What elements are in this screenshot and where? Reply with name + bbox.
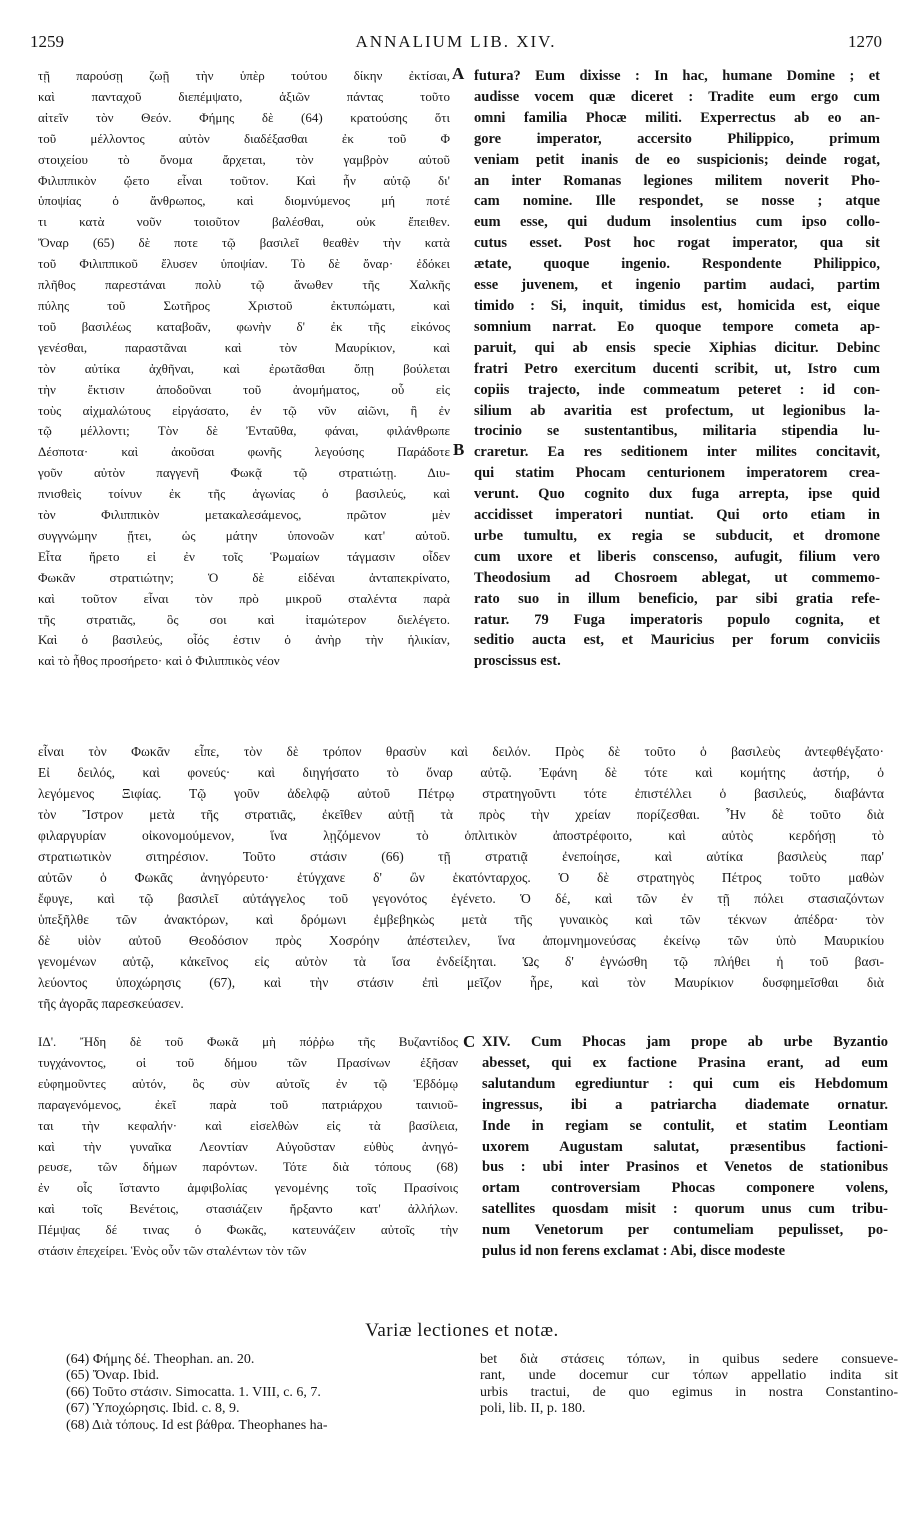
text-line: στάσιν ἐπεχείρει. Ἑνὸς οὖν τῶν σταλέντων τὸν τῶν (38, 1243, 307, 1259)
text-line: ἔφυγε, καὶ τῷ βασιλεῖ αὐτάγγελος τοῦ γεγονότος ἐγένετο. Ὁ δέ, καὶ τῶν ἐν τῇ πόλει στασιαζόντων (38, 891, 884, 906)
text-line: Φωκᾶν στρατιώτην; Ὁ δὲ εἰδέναι ἀνταπεκρίνατο, (38, 569, 450, 585)
text-line: αὐτῶν ὁ Φωκᾶς ἀνηγόρευτο· ἐτύγχανε δ' ὢν ἑκατόνταρχος. Ὁ δὲ στρατηγὸς Πέτρος τοῦτο μαθὼν (38, 870, 884, 885)
text-line: silium ab avaritia est profectum, ut legionibus la- (474, 402, 880, 419)
text-line: τοῦ Φιλιππικοῦ ἔλυσεν ὑποψίαν. Τὸ δὲ ὄναρ· ἐδόκει (38, 256, 450, 272)
margin-marker-a: A (452, 64, 465, 83)
text-line: ρευσε, τῶν δήμων παρόντων. Τότε διὰ τόπους (68) (38, 1159, 458, 1175)
text-line: αἰτεῖν τὸν Θεόν. Φήμης δὲ (64) κρατούσης ὅτι (38, 109, 450, 125)
text-line: καὶ τὴν γυναῖκα Λεοντίαν Αὐγοῦσταν εὐθὺς ἀνηγό- (38, 1138, 458, 1154)
text-line: καὶ τοῖς Βενέτοις, στασιάζειν ἤρξαντο κατ' ἀλλήλων. (38, 1201, 458, 1217)
text-line: τὸν αὐτίκα ἀχθῆναι, καὶ ἐρωτᾶσθαι ὅπῃ βούλεται (38, 360, 450, 376)
text-line: Εἶτα ἤρετο εἰ ἐν τοῖς Ῥωμαίων τάγμασιν οἶδεν (38, 548, 450, 564)
latin-column-top (474, 66, 880, 678)
text-line: proscissus est. (474, 653, 561, 670)
text-line: cum uxore et liberis conscenso, aufugit, filium vero (474, 548, 880, 565)
latin-column-bottom (482, 1032, 888, 1272)
text-line: qui statim Phocam centurionem imperatorem crea- (474, 465, 880, 482)
text-line: γενέσθαι, παραστᾶναι καὶ τὸν Μαυρίκιον, καὶ (38, 339, 450, 355)
text-line: Inde in regiam se contulit, et statim Leontiam (482, 1117, 888, 1134)
text-line: rato suo in illum beneficio, par sibi gratia refe- (474, 590, 880, 607)
text-line: ortam controversiam Phocas componere volens, (482, 1180, 888, 1197)
text-line: τοῦ μέλλοντος αὐτὸν διαδέξασθαι ἐκ τοῦ Φ (38, 130, 450, 146)
text-line: craretur. Ea res seditionem inter milites concitavit, (474, 444, 880, 461)
text-line: Δέσποτα· καὶ ἀκοῦσαι φωνῆς λεγούσης Παράδοτε (38, 444, 450, 460)
text-line: rant, unde docemur cur τόπων appellatio indita sit (480, 1368, 898, 1384)
text-line: gore imperator, accersito Philippico, primum (474, 130, 880, 147)
text-line: Πέμψας δέ τινας ὁ Φωκᾶς, κατευνάζειν αὐτοῖς τὴν (38, 1222, 458, 1238)
text-line: τῆς ἀγορᾶς παρεσκεύασεν. (38, 996, 184, 1011)
text-line: copiis trajecto, inde commeatum peteret : id con- (474, 381, 880, 398)
text-line: cam nomine. Ille respondet, se nosse ; atque (474, 193, 880, 210)
text-line: καὶ τὸ ἦθος προσήρετο· καὶ ὁ Φιλιππικὸς νέον (38, 653, 280, 669)
text-line: τῇ παρούσῃ ζωῇ τὴν ὑπὲρ τούτου δίκην ἐκτίσαι, (38, 68, 450, 83)
text-line: an inter Romanas legiones militem noverit Pho- (474, 172, 880, 189)
text-line: στοιχείου τὸ ὄνομα ἄρχεται, τὸν γαμβρὸν αὐτοῦ (38, 151, 450, 167)
text-line: Καὶ ὁ βασιλεύς, οἷός ἐστιν ὁ ἀνὴρ τὴν ἡλικίαν, (38, 632, 450, 648)
text-line: πύλης τοῦ Σωτῆρος Χριστοῦ ἐκτυπώματι, καὶ (38, 297, 450, 313)
text-line: ὑποψίας ὁ ἄνθρωπος, καὶ διομνύμενος μή ποτέ (38, 193, 450, 209)
text-line: seditio aucta est, et Mauricius per forum conviciis (474, 632, 880, 649)
text-line: audisse vocem quæ diceret : Tradite eum ergo cum (474, 88, 880, 105)
text-line: bus : ubi inter Prasinos et Venetos de stationibus (482, 1159, 888, 1176)
text-line: γοῦν αὐτὸν παγγενῆ Φωκᾷ τῷ στρατιώτῃ. Διυ- (38, 465, 450, 481)
footnotes-left (66, 1352, 458, 1434)
text-line: accidisset imperatori nuntiat. Qui orto etiam in (474, 507, 880, 524)
footnotes-right (480, 1352, 898, 1418)
greek-column-bottom (38, 1032, 458, 1272)
text-line: ΙΔ'. Ἤδη δὲ τοῦ Φωκᾶ μὴ πόῤῥω τῆς Βυζαντίδος (38, 1034, 458, 1049)
text-line: omni familia Phocæ militi. Experrectus ab eo an- (474, 109, 880, 126)
text-line: καὶ πανταχοῦ διεπέμψατο, ἀξιῶν πάντας τοῦτο (38, 88, 450, 104)
text-line: bet διὰ στάσεις τόπων, in quibus sedere consueve- (480, 1352, 898, 1367)
text-line: τυγχάνοντος, οἱ τοῦ δήμου τῶν Πρασίνων ἐξῆσαν (38, 1054, 458, 1070)
text-line: πνισθεὶς τοίνυν ἐκ τῆς ἀγωνίας ὁ βασιλεύς, καὶ (38, 486, 450, 502)
text-line: εἶναι τὸν Φωκᾶν εἶπε, τὸν δὲ τρόπον θρασὺν καὶ δειλόν. Πρὸς δὲ τοῦτο ὁ βασιλεὺς ἀντεφθέγξατο· (38, 744, 884, 759)
text-line: (68) Διὰ τόπους. Id est βάθρα. Theophanes ha- (66, 1417, 328, 1433)
text-line: urbis tractui, de quo egimus in nostra Constantino- (480, 1384, 898, 1400)
text-line: fratri Petro exercitum ducenti scribit, ut, Istro cum (474, 360, 880, 377)
text-line: Ὄναρ (65) δὲ ποτε τῷ βασιλεῖ θεαθὲν τὴν κατὰ (38, 235, 450, 251)
text-line: παραγενόμενος, ἐκεῖ παρὰ τοῦ πατριάρχου ταινιοῦ- (38, 1096, 458, 1112)
text-line: τὸν Ἴστρον μετὰ τῆς στρατιᾶς, ἐκεῖθεν αὐτῇ τὰ πρὸς τὴν χρείαν πορίζεσθαι. Ἦν δὲ τοῦτο διὰ (38, 807, 884, 822)
text-line: ται τὴν κεφαλήν· καὶ εἰσελθὼν εἰς τὰ βασίλεια, (38, 1117, 458, 1133)
text-line: στρατιωτικὸν σιτηρέσιον. Τοῦτο στάσιν (66) τῇ στρατιᾷ ἐνεποίησε, καὶ αὐτίκα βασιλεὺς παρ' (38, 849, 884, 864)
greek-column-top (38, 66, 450, 678)
text-line: ratur. 79 Fuga imperatoris populo cognita, et (474, 611, 880, 628)
text-line: cutus esset. Post hoc rogat imperator, qua sit (474, 235, 880, 252)
text-line: verunt. Quo cognito dux fuga arrepta, ipse quid (474, 486, 880, 503)
text-line: ὑπεξῆλθε τῶν ἀνακτόρων, καὶ δρόμωνι ἐμβεβηκὼς μετὰ τῆς γυναικὸς καὶ τῶν τέκνων ἀπέδρα· τὸν (38, 912, 884, 927)
text-line: ingressus, ibi a patriarcha diademate ornatur. (482, 1096, 888, 1113)
text-line: πλῆθος παρεστάναι πολὺ τῷ ἄνωθεν τῆς Χαλκῆς (38, 277, 450, 293)
text-line: salutandum egrediuntur : qui cum eis Hebdomum (482, 1075, 888, 1092)
page-number-right: 1270 (848, 32, 882, 51)
text-line: ætate, quoque ingenio. Respondente Philippico, (474, 256, 880, 273)
text-line: veniam petit inanis de eo suspicionis; deinde rogat, (474, 151, 880, 168)
text-line: paruit, qui ab ensis specie Xiphias dicitur. Debinc (474, 339, 880, 356)
text-line: satellites quosdam misit : quorum unus cum tribu- (482, 1201, 888, 1218)
text-line: τοῦ βασιλέως καταβοᾶν, φωνὴν δ' ἐκ τῆς εἰκόνος (38, 318, 450, 334)
text-line: δὲ υἱὸν αὐτοῦ Θεοδόσιον πρὸς Χοσρόην ἀπέστειλεν, ἵνα ἀπομνημονεύσας ἐκείνῳ τῶν ὑπὸ Μαυρικίου (38, 933, 884, 948)
text-line: futura? Eum dixisse : In hac, humane Domine ; et (474, 68, 880, 84)
text-line: urbe tumultu, ex regia se subducit, et dromone (474, 527, 880, 544)
text-line: abesset, qui ex factione Prasina erant, ad eum (482, 1054, 888, 1071)
running-title: ANNALIUM LIB. XIV. (355, 32, 557, 51)
text-line: XIV. Cum Phocas jam prope ab urbe Byzantio (482, 1034, 888, 1050)
text-line: (64) Φήμης δέ. Theophan. an. 20. (66, 1352, 255, 1367)
text-line: τι κατὰ νοῦν τοιοῦτον βαλέσθαι, οὐκ ἔπειθεν. (38, 214, 450, 230)
text-line: uxorem Augustam salutat, præsentibus factioni- (482, 1138, 888, 1155)
text-line: λεύοντος ὑποχώρησις (67), καὶ τὴν στάσιν ἐπὶ μεῖζον ἦρε, καὶ τὸν Μαυρίκιον δυσφημεῖσθαι διὰ (38, 975, 884, 990)
text-line: τῷ μέλλοντι; Τὸν δὲ Ἐνταῦθα, φάναι, φιλάνθρωπε (38, 423, 450, 439)
margin-marker-b: B (453, 440, 465, 459)
text-line: γενομένων αὐτῷ, κἀκεῖνος εἰς αὐτὸν τὰ ἴσα ἐνδείξηται. Ὡς δ' ἐγνώσθη τῷ πλήθει ἡ τοῦ βασι- (38, 954, 884, 969)
text-line: λεγόμενος Ξιφίας. Τῷ γοῦν ἀδελφῷ αὐτοῦ Πέτρῳ στρατηγοῦντι τότε ἐπιστέλλει ὁ βασιλεύς, διαβάντα (38, 786, 884, 801)
margin-marker-c: C (463, 1032, 476, 1051)
text-line: trocinio se sustentantibus, militaria stipendia lu- (474, 423, 880, 440)
text-line: τὸν Φιλιππικὸν μετακαλεσάμενος, πρῶτον μὲν (38, 507, 450, 523)
text-line: (65) Ὄναρ. Ibid. (66, 1368, 160, 1384)
text-line: eum esse, qui dudum insolentius cum ipso collo- (474, 214, 880, 231)
text-line: esse juvenem, et ingenio partim audaci, partim (474, 277, 880, 294)
text-line: Φιλιππικὸν ᾤετο εἶναι τοῦτον. Καὶ ἦν αὐτῷ δι' (38, 172, 450, 188)
text-line: τοὺς αἰχμαλώτους εἰργάσατο, ἐν τῷ νῦν αἰῶνι, ἢ ἐν (38, 402, 450, 418)
page-header (30, 32, 882, 60)
greek-full-width-text (38, 741, 884, 1021)
text-line: Εἰ δειλός, καὶ φονεύς· καὶ διηγήσατο τὸ ὄναρ αὐτῷ. Ἐφάνη δὲ τότε καὶ κομήτης ἀστήρ, ὁ (38, 765, 884, 780)
text-line: φιλαργυρίαν οἰκονομούμενον, ἵνα λῃζόμενον τὸ ὁπλιτικὸν ἀποστρέφοιτο, καὶ αὐτὸς κερδήσῃ τὸ (38, 828, 884, 843)
text-line: pulus id non ferens exclamat : Abi, disce modeste (482, 1243, 786, 1260)
text-line: poli, lib. II, p. 180. (480, 1401, 586, 1417)
text-line: καὶ τοῦτον εἶναι τὸν πρὸ μικροῦ σταλέντα παρὰ (38, 590, 450, 606)
text-line: συγγνώμην ᾔτει, ὡς μάτην ὑπονοῶν κατ' αὐτοῦ. (38, 527, 450, 543)
text-line: (67) Ὑποχώρησις. Ibid. c. 8, 9. (66, 1401, 240, 1417)
page-number-left: 1259 (30, 32, 64, 51)
text-line: ἐν οἷς ἵσταντο ἀμφιβολίας γενομένης τοῖς Πρασίνοις (38, 1180, 458, 1196)
text-line: τῆς στρατιᾶς, ὃς σοι καὶ ἰταμώτερον διελέγετο. (38, 611, 450, 627)
notes-heading: Variæ lectiones et notæ. (365, 1320, 559, 1341)
text-line: εὐφημοῦντες αὐτόν, ὃς σὺν αὐτοῖς ἐν τῷ Ἑβδόμῳ (38, 1075, 458, 1091)
text-line: Theodosium ad Chosroem ablegat, ut commemo- (474, 569, 880, 586)
text-line: somnium narrat. Eo quoque tempore cometa ap- (474, 318, 880, 335)
text-line: (66) Τοῦτο στάσιν. Simocatta. 1. VIII, c. 6, 7. (66, 1384, 321, 1400)
text-line: τὴν ἔκτισιν ἀποδοῦναι τοῦ ἀνομήματος, οὗ εἰς (38, 381, 450, 397)
text-line: num Venetorum per contumeliam pepulisset, po- (482, 1222, 888, 1239)
text-line: timido : Si, inquit, timidus est, homicida est, eique (474, 297, 880, 314)
